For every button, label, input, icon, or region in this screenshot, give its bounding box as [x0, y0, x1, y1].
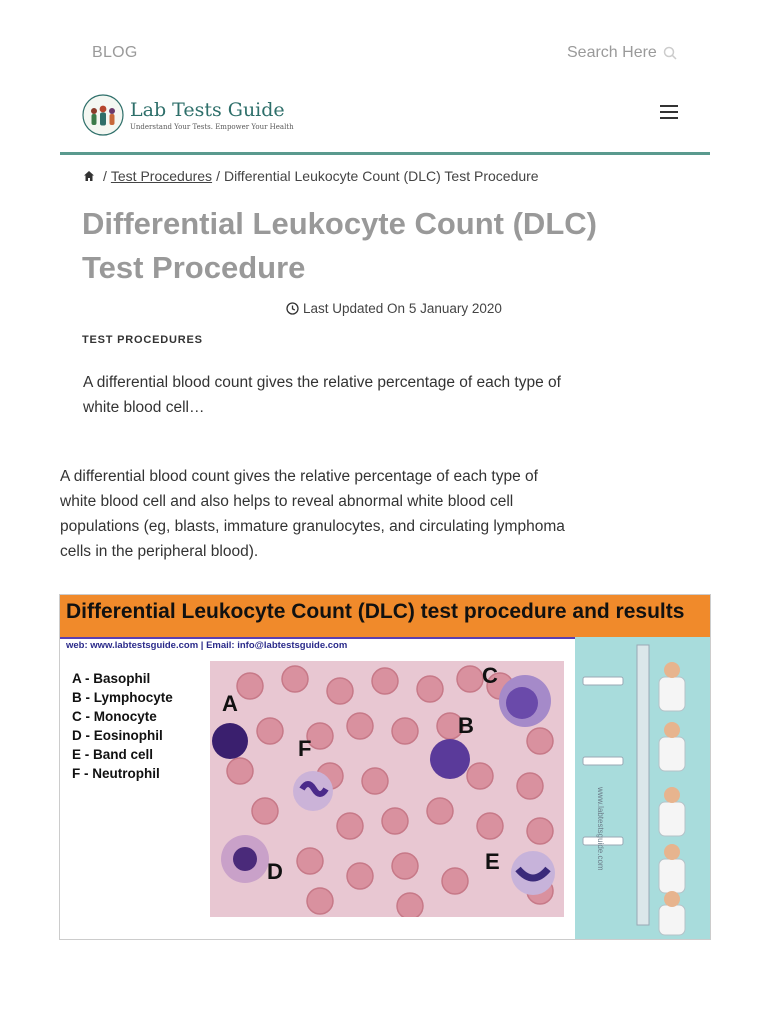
monocyte-nucleus	[506, 687, 538, 719]
home-icon[interactable]	[83, 170, 95, 182]
logo-title: Lab Tests Guide	[130, 99, 285, 121]
page-title: Differential Leukocyte Count (DLC) Test Procedure	[82, 206, 597, 285]
dlc-figure	[59, 594, 711, 940]
legend-item: A - Basophil	[72, 671, 151, 686]
cell-legend	[72, 669, 173, 783]
figure-contact: web: www.labtestsguide.com | Email: info@labtestsguide.com	[66, 640, 348, 651]
legend-item: C - Monocyte	[72, 709, 157, 724]
legend-item: F - Neutrophil	[72, 766, 160, 781]
site-logo[interactable]	[82, 94, 294, 136]
lymphocyte-cell	[430, 739, 470, 779]
figure-header	[60, 595, 710, 639]
basophil-cell	[212, 723, 248, 759]
logo-mark-icon	[82, 94, 124, 136]
menu-icon[interactable]	[660, 105, 678, 119]
article-excerpt: A differential blood count gives the relative percentage of each type of white blood cell…	[83, 374, 561, 416]
legend-item: B - Lymphocyte	[72, 690, 173, 705]
search-placeholder[interactable]: Search Here	[567, 44, 657, 61]
cell-label-a: A	[222, 691, 238, 716]
blog-link[interactable]: BLOG	[92, 44, 138, 61]
blood-smear-image	[210, 661, 564, 917]
cell-label-d: D	[267, 859, 283, 884]
breadcrumb-separator: /	[103, 168, 107, 184]
article-paragraph: A differential blood count gives the relative percentage of each type of white blood cell and also helps to reveal abnormal white blood cell populations (eg, blasts, immature granulocytes, and circulating lymphoma cells in the peripheral blood).	[60, 468, 565, 560]
side-url: www.labtestsguide.com	[596, 787, 605, 871]
legend-item: D - Eosinophil	[72, 728, 163, 743]
cell-label-f: F	[298, 736, 312, 761]
top-bar	[0, 0, 768, 86]
cell-label-b: B	[458, 713, 474, 738]
breadcrumb-category-link[interactable]: Test Procedures	[110, 168, 213, 184]
logo-tagline: Understand Your Tests. Empower Your Health	[130, 123, 294, 131]
category-link[interactable]: TEST PROCEDURES	[82, 334, 203, 346]
breadcrumb-separator: /	[216, 168, 220, 184]
last-updated	[286, 301, 502, 316]
figure-title: Differential Leukocyte Count (DLC) test procedure and results	[66, 600, 685, 623]
search-field[interactable]	[567, 44, 677, 62]
cell-label-e: E	[485, 849, 500, 874]
clock-icon	[286, 302, 299, 315]
breadcrumb	[83, 168, 539, 184]
eosinophil-nucleus	[233, 847, 257, 871]
last-updated-text: Last Updated On 5 January 2020	[303, 301, 502, 316]
cell-label-c: C	[482, 663, 498, 688]
search-icon[interactable]	[663, 46, 677, 60]
site-header	[60, 86, 710, 155]
lab-illustration-panel	[575, 637, 710, 939]
legend-item: E - Band cell	[72, 747, 154, 762]
breadcrumb-current: Differential Leukocyte Count (DLC) Test Procedure	[223, 168, 539, 184]
